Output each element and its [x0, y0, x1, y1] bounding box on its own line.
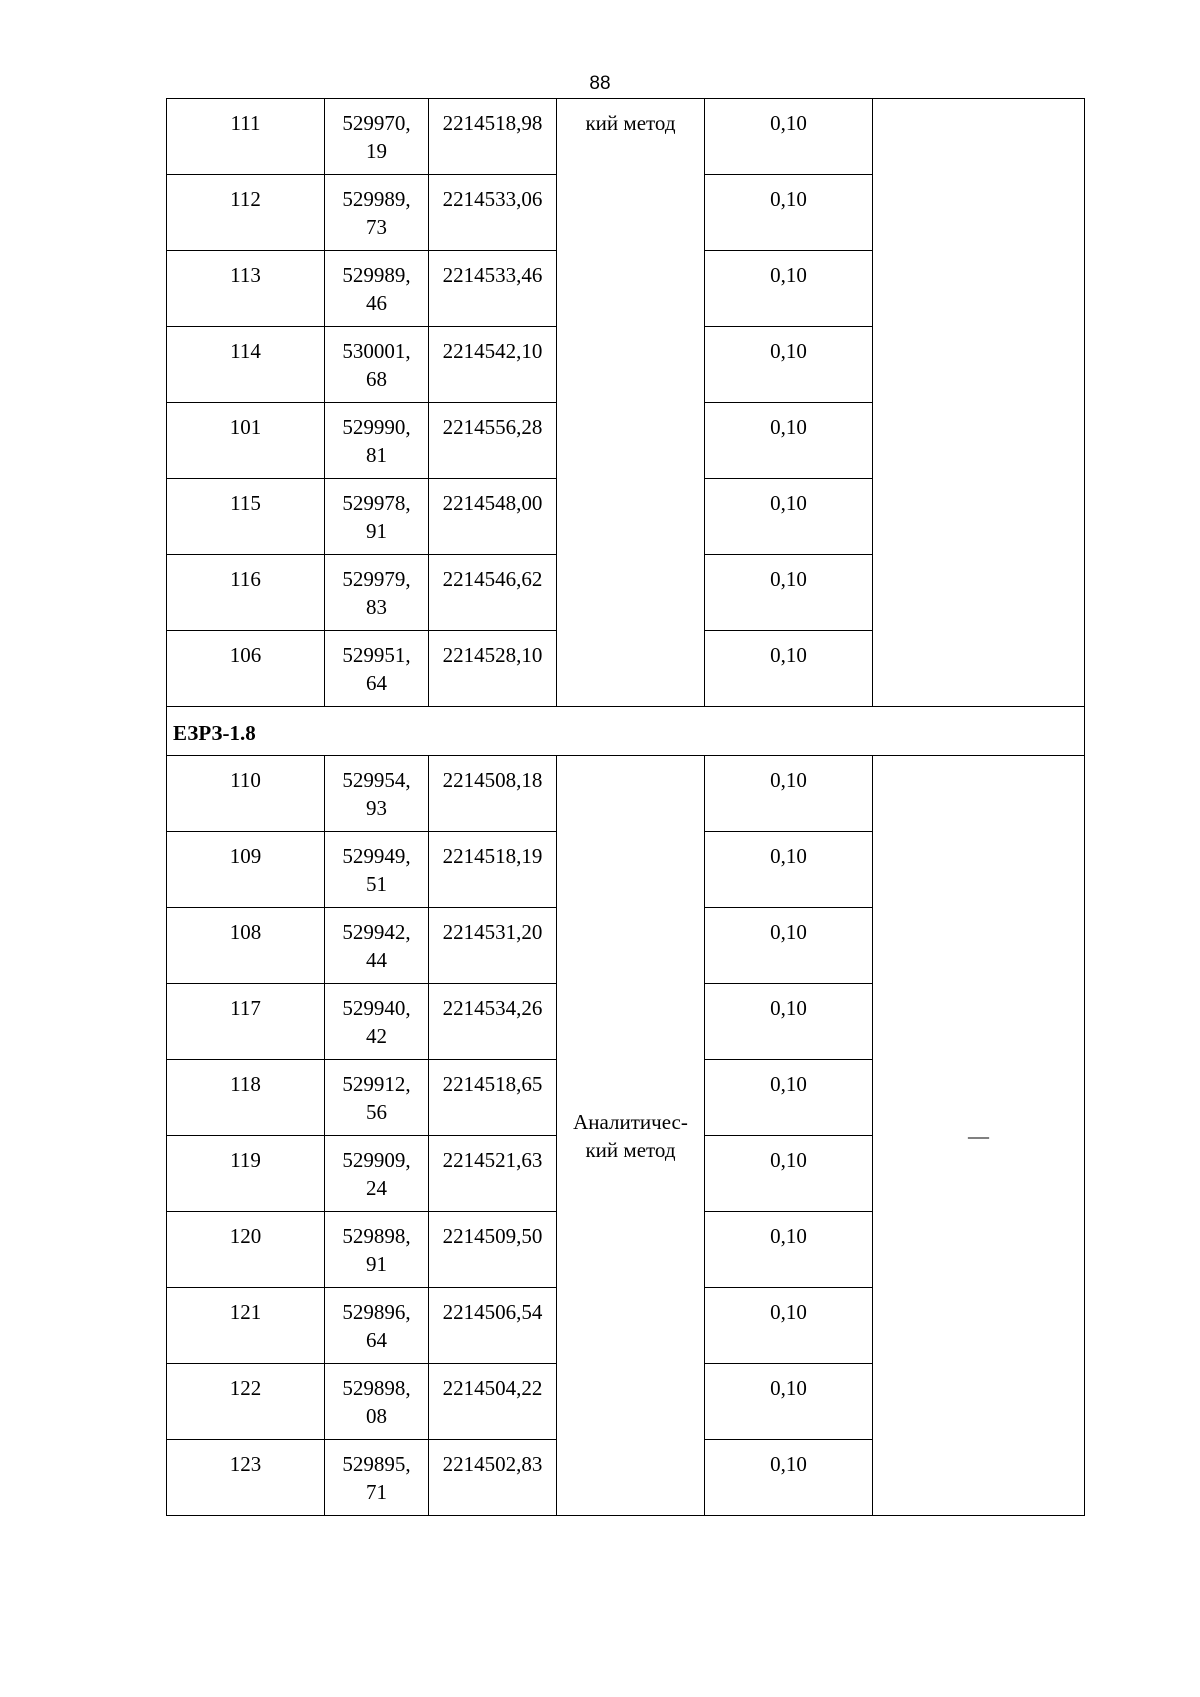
- accuracy: 0,10: [705, 1364, 873, 1440]
- table-row: [167, 756, 1085, 832]
- coord-y: 2214534,26: [429, 984, 557, 1060]
- coord-x: 529895, 71: [325, 1440, 429, 1516]
- coord-y: 2214518,19: [429, 832, 557, 908]
- coord-y: 2214548,00: [429, 479, 557, 555]
- coord-x: 529989, 73: [325, 175, 429, 251]
- coord-x: 529949, 51: [325, 832, 429, 908]
- accuracy: 0,10: [705, 1440, 873, 1516]
- coord-x: 529978, 91: [325, 479, 429, 555]
- coord-y: 2214533,06: [429, 175, 557, 251]
- note-cell: —: [873, 756, 1085, 1516]
- accuracy: 0,10: [705, 1060, 873, 1136]
- point-id: 118: [167, 1060, 325, 1136]
- page-number: 88: [589, 73, 611, 94]
- coord-x: 529896, 64: [325, 1288, 429, 1364]
- coord-y: 2214542,10: [429, 327, 557, 403]
- coord-y: 2214518,98: [429, 99, 557, 175]
- coord-x: 529989, 46: [325, 251, 429, 327]
- coord-y: 2214556,28: [429, 403, 557, 479]
- coord-x: 529970, 19: [325, 99, 429, 175]
- point-id: 117: [167, 984, 325, 1060]
- method-cell: [557, 756, 705, 1516]
- accuracy: 0,10: [705, 251, 873, 327]
- point-id: 111: [167, 99, 325, 175]
- coord-y: 2214533,46: [429, 251, 557, 327]
- accuracy: 0,10: [705, 479, 873, 555]
- accuracy: 0,10: [705, 908, 873, 984]
- point-id: 113: [167, 251, 325, 327]
- coord-y: 2214518,65: [429, 1060, 557, 1136]
- point-id: 109: [167, 832, 325, 908]
- coord-y: 2214509,50: [429, 1212, 557, 1288]
- method-text: кий метод: [585, 111, 676, 135]
- point-id: 101: [167, 403, 325, 479]
- coord-y: 2214528,10: [429, 631, 557, 707]
- point-id: 114: [167, 327, 325, 403]
- point-id: 106: [167, 631, 325, 707]
- point-id: 116: [167, 555, 325, 631]
- accuracy: 0,10: [705, 175, 873, 251]
- coord-x: 529942, 44: [325, 908, 429, 984]
- accuracy: 0,10: [705, 555, 873, 631]
- coord-y: 2214508,18: [429, 756, 557, 832]
- point-id: 122: [167, 1364, 325, 1440]
- coord-x: 529909, 24: [325, 1136, 429, 1212]
- accuracy: 0,10: [705, 756, 873, 832]
- accuracy: 0,10: [705, 1212, 873, 1288]
- coord-y: 2214521,63: [429, 1136, 557, 1212]
- point-id: 119: [167, 1136, 325, 1212]
- accuracy: 0,10: [705, 403, 873, 479]
- coord-x: 529951, 64: [325, 631, 429, 707]
- coord-x: 529898, 91: [325, 1212, 429, 1288]
- point-id: 112: [167, 175, 325, 251]
- point-id: 120: [167, 1212, 325, 1288]
- note-cell: [873, 99, 1085, 707]
- point-id: 121: [167, 1288, 325, 1364]
- coord-y: 2214504,22: [429, 1364, 557, 1440]
- point-id: 123: [167, 1440, 325, 1516]
- coord-x: 529954, 93: [325, 756, 429, 832]
- section-title: ЕЗРЗ-1.8: [167, 707, 1085, 756]
- accuracy: 0,10: [705, 1288, 873, 1364]
- coord-x: 529979, 83: [325, 555, 429, 631]
- coord-x: 529990, 81: [325, 403, 429, 479]
- accuracy: 0,10: [705, 1136, 873, 1212]
- accuracy: 0,10: [705, 327, 873, 403]
- coordinates-table: [166, 98, 1085, 1516]
- point-id: 115: [167, 479, 325, 555]
- section-row: [167, 707, 1085, 756]
- coord-x: 530001, 68: [325, 327, 429, 403]
- coord-x: 529940, 42: [325, 984, 429, 1060]
- accuracy: 0,10: [705, 832, 873, 908]
- coord-y: 2214546,62: [429, 555, 557, 631]
- accuracy: 0,10: [705, 631, 873, 707]
- accuracy: 0,10: [705, 984, 873, 1060]
- method-text: Аналитичес- кий метод: [573, 1109, 688, 1162]
- point-id: 108: [167, 908, 325, 984]
- coord-x: 529912, 56: [325, 1060, 429, 1136]
- point-id: 110: [167, 756, 325, 832]
- coord-y: 2214506,54: [429, 1288, 557, 1364]
- coord-y: 2214531,20: [429, 908, 557, 984]
- coord-x: 529898, 08: [325, 1364, 429, 1440]
- accuracy: 0,10: [705, 99, 873, 175]
- table-row: [167, 99, 1085, 175]
- coord-y: 2214502,83: [429, 1440, 557, 1516]
- method-cell: [557, 99, 705, 707]
